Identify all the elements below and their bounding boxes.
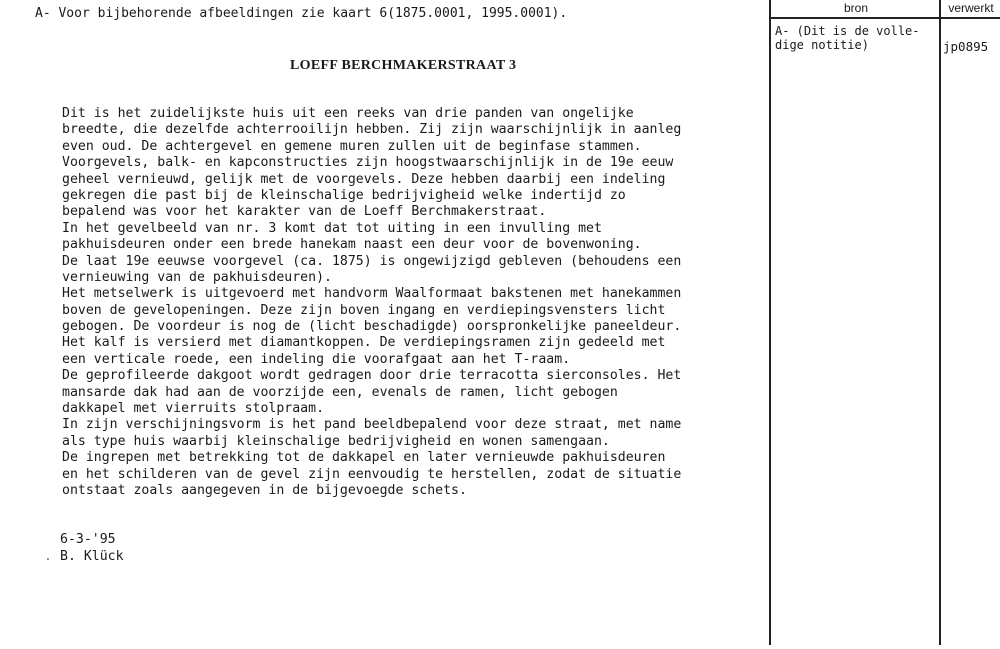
body-line: boven de gevelopeningen. Deze zijn boven ingang en verdiepingsvensters licht <box>62 302 666 318</box>
verwerkt-entry: jp0895 <box>943 39 989 54</box>
body-line: De geprofileerde dakgoot wordt gedragen door drie terracotta sierconsoles. Het <box>62 368 682 384</box>
signature-date: 6-3-'95 <box>60 532 116 547</box>
body-line: breedte, die dezelfde achterrooilijn hebben. Zij zijn waarschijnlijk in aanleg <box>62 122 682 138</box>
body-line: Het kalf is versierd met diamantkoppen. De verdiepingsramen zijn gedeeld met <box>62 335 666 351</box>
bron-entry: A- (Dit is de volle- dige notitie) <box>775 24 920 52</box>
body-text <box>62 106 762 499</box>
body-line: gekregen die past bij de kleinschalige bedrijvigheid welke indertijd zo <box>62 187 626 203</box>
body-line: geheel vernieuwd, gelijk met de voorgevels. Deze hebben daarbij een indeling <box>62 171 666 187</box>
signature-author: B. Klück <box>60 549 124 564</box>
header-rule <box>770 17 1000 19</box>
document-title: LOEFF BERCHMAKERSTRAAT 3 <box>290 58 517 73</box>
body-line: vernieuwing van de pakhuisdeuren). <box>62 269 332 285</box>
body-line: Het metselwerk is uitgevoerd met handvorm Waalformaat bakstenen met hanekammen <box>62 286 682 302</box>
body-line: De laat 19e eeuwse voorgevel (ca. 1875) is ongewijzigd gebleven (behoudens een <box>62 253 682 269</box>
body-line: ontstaat zoals aangegeven in de bijgevoegde schets. <box>62 482 467 498</box>
body-line: gebogen. De voordeur is nog de (licht beschadigde) oorspronkelijke paneeldeur. <box>62 319 682 335</box>
body-line: dakkapel met vierruits stolpraam. <box>62 401 325 417</box>
margin-mark: . <box>44 549 52 564</box>
column-divider-right <box>939 0 941 645</box>
body-line: pakhuisdeuren onder een brede hanekam naast een deur voor de bovenwoning. <box>62 237 642 253</box>
top-note: A- Voor bijbehorende afbeeldingen zie kaart 6(1875.0001, 1995.0001). <box>35 6 568 21</box>
body-line: In het gevelbeeld van nr. 3 komt dat tot uiting in een invulling met <box>62 220 602 236</box>
body-line: mansarde dak had aan de voorzijde een, evenals de ramen, licht gebogen <box>62 384 618 400</box>
body-line: even oud. De achtergevel en gemene muren zullen uit de beginfase stammen. <box>62 138 642 154</box>
body-line: Dit is het zuidelijkste huis uit een reeks van drie panden van ongelijke <box>62 106 634 121</box>
body-line: In zijn verschijningsvorm is het pand beeldbepalend voor deze straat, met name <box>62 417 682 433</box>
body-line: bepalend was voor het karakter van de Loeff Berchmakerstraat. <box>62 204 547 220</box>
body-line: als type huis waarbij kleinschalige bedrijvigheid en wonen samengaan. <box>62 433 610 449</box>
body-line: en het schilderen van de gevel zijn eenvoudig te herstellen, zodat de situatie <box>62 466 682 482</box>
column-divider-left <box>769 0 771 645</box>
verwerkt-column-header: verwerkt <box>948 1 994 15</box>
bron-column-header: bron <box>843 1 869 15</box>
body-line: De ingrepen met betrekking tot de dakkapel en later vernieuwde pakhuisdeuren <box>62 450 666 466</box>
body-line: Voorgevels, balk- en kapconstructies zijn hoogstwaarschijnlijk in de 19e eeuw <box>62 155 674 171</box>
body-line: een verticale roede, een indeling die voorafgaat aan het T-raam. <box>62 351 571 367</box>
